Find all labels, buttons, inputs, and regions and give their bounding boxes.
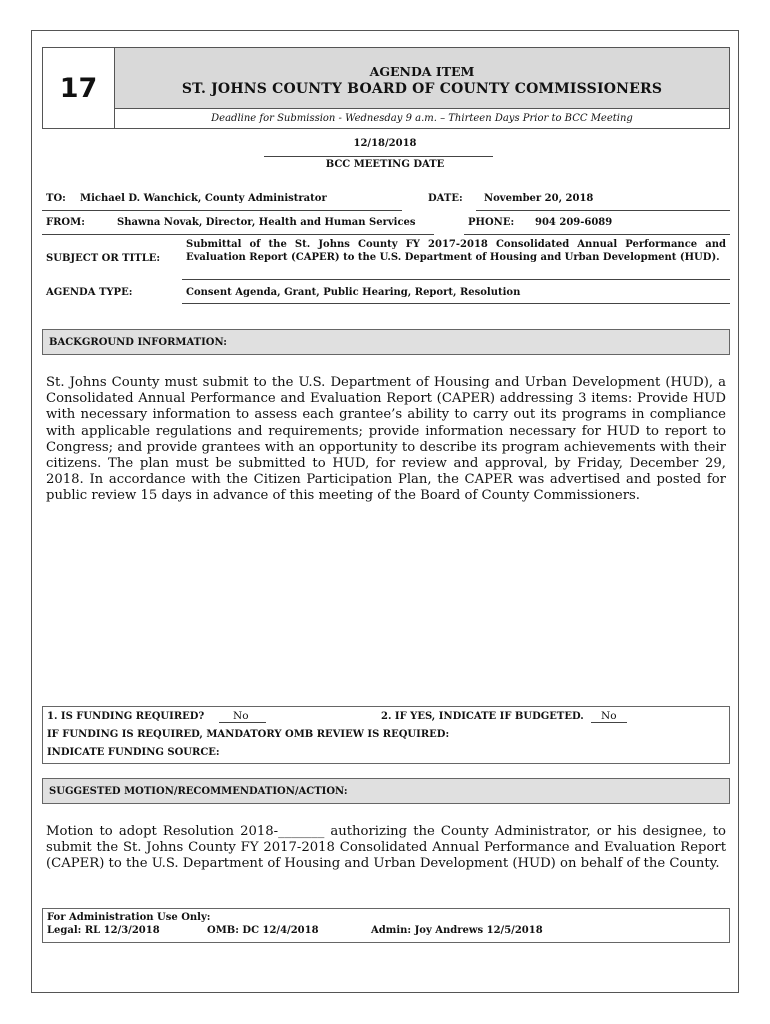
- funding-box: [42, 706, 730, 764]
- budgeted-label: 2. IF YES, INDICATE IF BUDGETED.: [381, 711, 584, 722]
- meeting-date: 12/18/2018: [353, 138, 417, 149]
- funding-required-value: No: [219, 710, 266, 723]
- admin-signoff: Admin: Joy Andrews 12/5/2018: [371, 925, 543, 936]
- omb-review-note: IF FUNDING IS REQUIRED, MANDATORY OMB REVIEW IS REQUIRED:: [47, 729, 450, 740]
- subject-label: SUBJECT OR TITLE:: [46, 253, 161, 264]
- agenda-form: [31, 30, 739, 993]
- header-block: [42, 47, 730, 129]
- header-title-line1: AGENDA ITEM: [369, 64, 475, 79]
- date-rule: [476, 210, 730, 211]
- legal-signoff: Legal: RL 12/3/2018: [47, 925, 160, 936]
- agenda-type-value: Consent Agenda, Grant, Public Hearing, Report, Resolution: [186, 287, 521, 298]
- agenda-type-rule: [182, 303, 730, 304]
- funding-source-label: INDICATE FUNDING SOURCE:: [47, 747, 220, 758]
- from-label: FROM:: [46, 217, 85, 228]
- submission-deadline: Deadline for Submission - Wednesday 9 a.m. – Thirteen Days Prior to BCC Meeting: [211, 113, 633, 124]
- meeting-date-rule: [264, 156, 493, 157]
- subject-value: Submittal of the St. Johns County FY 2017-2018 Consolidated Annual Performance and Evaluation Report (CAPER) to the U.S. Department of Housing and Urban Development (HUD).: [186, 239, 726, 263]
- motion-text: Motion to adopt Resolution 2018-_______ authorizing the County Administrator, or his designee, to submit the St. Johns County FY 2017-2018 Consolidated Annual Performance and Evaluation Report (CAPER) to the U.S. Department of Housing and Urban Development (HUD) on behalf of the County.: [46, 824, 726, 872]
- to-value: Michael D. Wanchick, County Administrator: [80, 193, 327, 204]
- header-title-box: [115, 48, 729, 109]
- header-title-line2: ST. JOHNS COUNTY BOARD OF COUNTY COMMISSIONERS: [181, 81, 663, 97]
- from-value: Shawna Novak, Director, Health and Human Services: [117, 217, 416, 228]
- meeting-date-label: BCC MEETING DATE: [325, 159, 445, 170]
- phone-rule: [464, 234, 730, 235]
- background-heading: BACKGROUND INFORMATION:: [42, 329, 730, 355]
- from-rule: [42, 234, 434, 235]
- phone-value: 904 209-6089: [535, 217, 613, 228]
- to-label: TO:: [46, 193, 66, 204]
- admin-heading: For Administration Use Only:: [47, 912, 211, 923]
- agenda-item-number: 17: [43, 48, 115, 128]
- omb-signoff: OMB: DC 12/4/2018: [207, 925, 319, 936]
- background-text: St. Johns County must submit to the U.S. Department of Housing and Urban Development (HUD), a Consolidated Annual Performance and Evaluation Report (CAPER) addressing 3 items: Provide HUD with necessary information to assess each grantee’s ability to carry out its programs in compliance with applicable regulations and requirements; provide information necessary for HUD to report to Congress; and provide grantees with an opportunity to describe its program achievements with their citizens. The plan must be submitted to HUD, for review and approval, by Friday, December 29, 2018. In accordance with the Citizen Participation Plan, the CAPER was advertised and posted for public review 15 days in advance of this meeting of the Board of County Commissioners.: [46, 375, 726, 504]
- date-label: DATE:: [428, 193, 463, 204]
- date-value: November 20, 2018: [484, 193, 594, 204]
- subject-rule: [182, 279, 730, 280]
- budgeted-value: No: [591, 710, 627, 723]
- admin-box: [42, 908, 730, 943]
- phone-label: PHONE:: [468, 217, 515, 228]
- agenda-type-label: AGENDA TYPE:: [46, 287, 133, 298]
- to-rule: [42, 210, 402, 211]
- funding-required-label: 1. IS FUNDING REQUIRED?: [47, 711, 205, 722]
- motion-heading: SUGGESTED MOTION/RECOMMENDATION/ACTION:: [42, 778, 730, 804]
